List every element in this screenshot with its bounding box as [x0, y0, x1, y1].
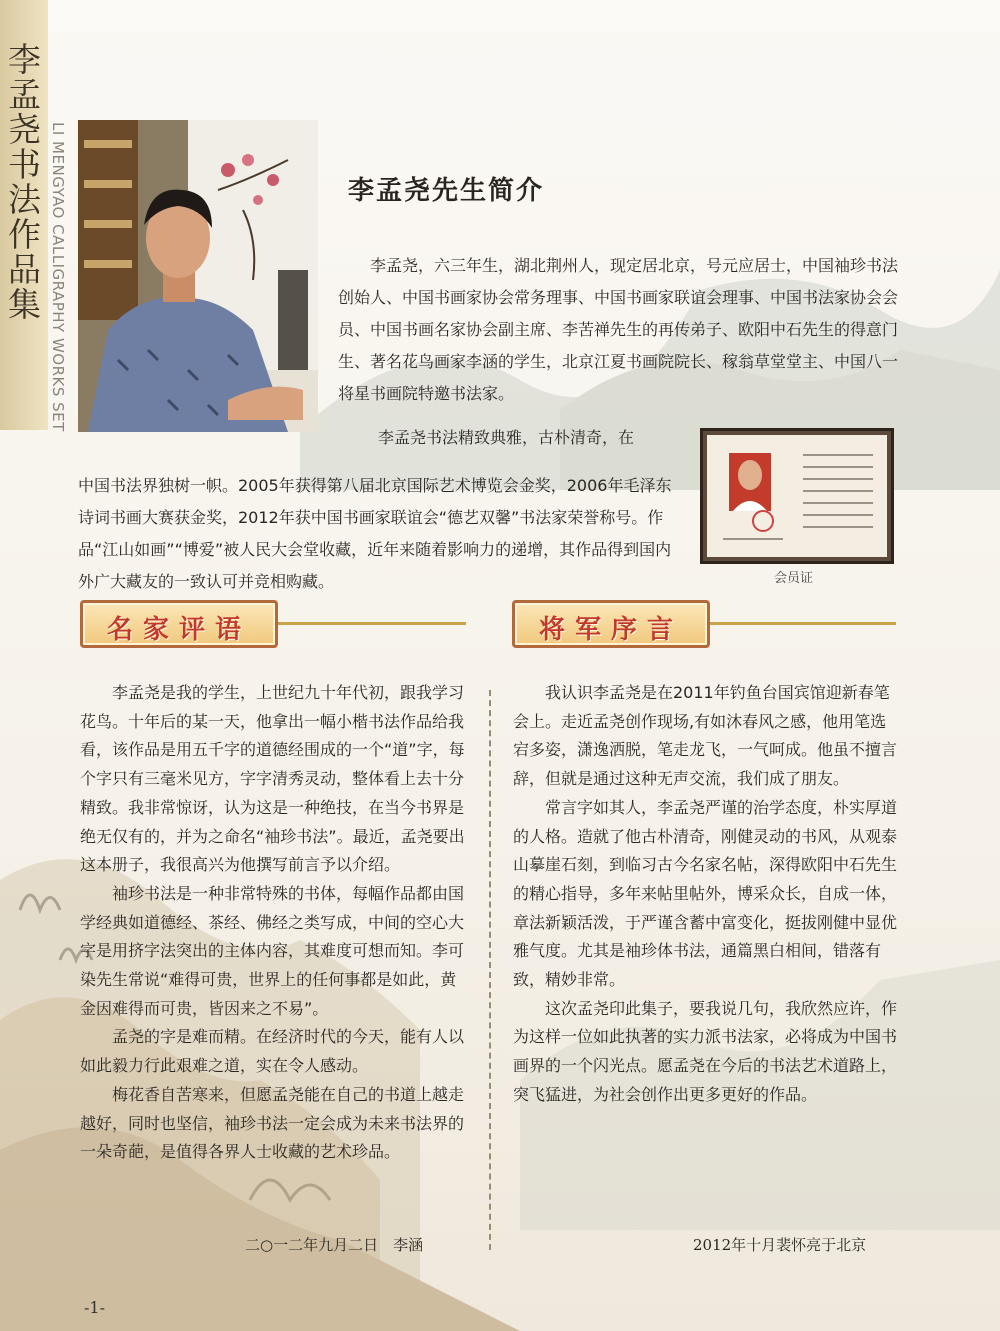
left-section-heading-box [80, 600, 278, 648]
left-column-body [80, 679, 465, 1167]
right-section-heading-box [512, 600, 710, 648]
left-paragraph: 孟尧的字是难而精。在经济时代的今天，能有人以如此毅力行此艰难之道，实在令人感动。 [80, 1027, 465, 1076]
bio-title: 李孟尧先生简介 [348, 176, 545, 206]
left-section-heading: 名家评语 [106, 615, 251, 645]
left-signature: 二○一二年九月二日 李涵 [245, 1236, 424, 1254]
left-section-header [80, 600, 470, 646]
right-column-body [513, 679, 898, 1110]
page-number: -1- [84, 1298, 105, 1317]
column-divider [489, 690, 491, 1250]
left-paragraph: 梅花香自苦寒来，但愿孟尧能在自己的书道上越走越好，同时也坚信，袖珍书法一定会成为未来书法界的一朵奇葩，是值得各界人士收藏的艺术珍品。 [80, 1084, 465, 1162]
right-section-header [512, 600, 898, 646]
bio-paragraph-1-text: 李孟尧，六三年生，湖北荆州人，现定居北京，号元应居士，中国袖珍书法创始人、中国书画家协会常务理事、中国书画家联谊会理事、中国书法家协会会员、中国书画名家协会副主席、李苦禅先生的再传弟子、欧阳中石先生的得意门生、著名花鸟画家李涵的学生，北京江夏书画院院长、稼翁草堂堂主、中国八一将星书画院特邀书法家。 [338, 256, 899, 403]
right-paragraph: 常言字如其人，李孟尧严谨的治学态度，朴实厚道的人格。造就了他古朴清奇，刚健灵动的书风，从观泰山摹崖石刻，到临习古今名家名帖，深得欧阳中石先生的精心指导，多年来帖里帖外，博采众长，自成一体，章法新颖活泼，于严谨含蓄中富变化，挺拔刚健中显优雅气度。尤其是袖珍体书法，通篇黑白相间，错落有致，精妙非常。 [513, 797, 898, 990]
card-caption: 会员证 [774, 571, 814, 586]
portrait-photo [78, 120, 318, 432]
left-paragraph: 袖珍书法是一种非常特殊的书体，每幅作品都由国学经典如道德经、茶经、佛经之类写成，中间的空心大字是用挤字法突出的主体内容，其难度可想而知。李可染先生常说“难得可贵，世界上的任何事都是如此，黄金因难得而可贵，皆因来之不易”。 [80, 883, 465, 1018]
bio-paragraph-2-text: 中国书法界独树一帜。2005年获得第八届北京国际艺术博览会金奖，2006年毛泽东诗词书画大赛获金奖，2012年获中国书画家联谊会“德艺双馨”书法家荣誉称号。作品“江山如画”“博爱”被人民大会堂收藏，近年来随着影响力的递增，其作品得到国内外广大藏友的一致认可并竞相购藏。 [78, 476, 672, 591]
spine-title: 李孟尧书法作品集 [3, 42, 42, 322]
right-paragraph: 我认识李孟尧是在2011年钓鱼台国宾馆迎新春笔会上。走近孟尧创作现场,有如沐春风之感，他用笔选宕多姿，潇逸洒脱，笔走龙飞，一气呵成。他虽不擅言辞，但就是通过这种无声交流，我们成了朋友。 [513, 683, 898, 789]
bio-paragraph-1 [338, 250, 898, 410]
membership-card-photo [700, 428, 894, 564]
right-section-rule [710, 622, 896, 625]
bio-paragraph-2 [78, 406, 678, 598]
right-paragraph: 这次孟尧印此集子，要我说几句，我欣然应许，作为这样一位如此执著的实力派书法家，必将成为中国书画界的一个闪光点。愿孟尧在今后的书法艺术道路上，突飞猛进，为社会创作出更多更好的作品。 [513, 998, 898, 1104]
left-paragraph: 李孟尧是我的学生，上世纪九十年代初，跟我学习花鸟。十年后的某一天，他拿出一幅小楷书法作品给我看，该作品是用五千字的道德经围成的一个“道”字，每个字只有三毫米见方，字字清秀灵动，整体看上去十分精致。我非常惊讶，认为这是一种绝技，在当今书界是绝无仅有的，并为之命名“袖珍书法”。最近，孟尧要出这本册子，我很高兴为他撰写前言予以介绍。 [80, 683, 465, 875]
spine-pinyin-title: LI MENGYAO CALLIGRAPHY WORKS SET [49, 122, 67, 432]
bio-paragraph-2-lead: 李孟尧书法精致典雅，古朴清奇，在 [378, 428, 635, 447]
right-signature: 2012年十月裴怀亮于北京 [693, 1236, 867, 1254]
right-section-heading: 将军序言 [538, 615, 683, 645]
left-section-rule [278, 622, 466, 625]
